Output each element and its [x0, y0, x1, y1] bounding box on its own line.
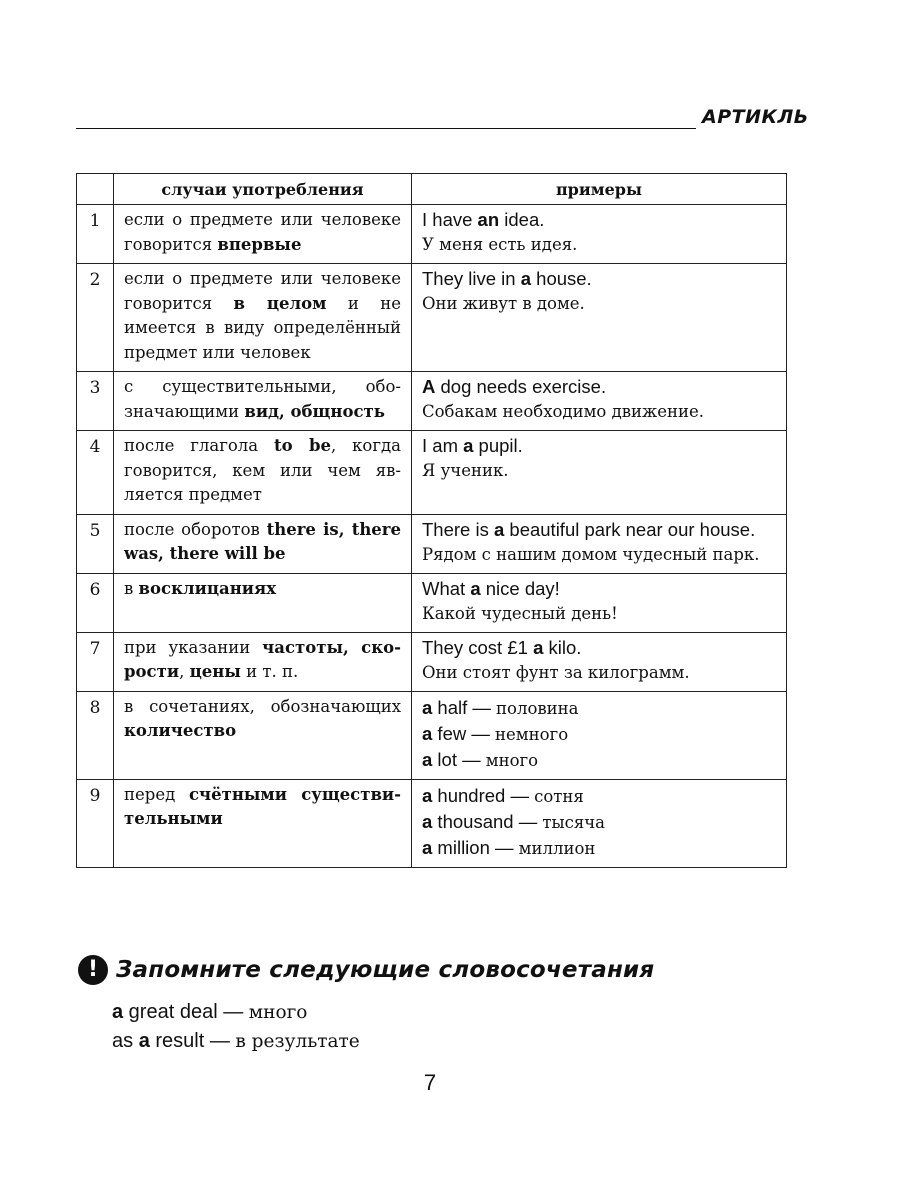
text-fragment: , когда говорится, кем или чем является предмет: [124, 436, 401, 504]
usage-case: [114, 264, 412, 372]
translation-fragment: сотня: [534, 786, 584, 806]
row-number: 5: [77, 514, 114, 573]
examples-header: примеры: [412, 174, 787, 205]
phrase-example: [422, 695, 776, 721]
text-fragment: ,: [179, 662, 190, 681]
header-rule: [76, 128, 696, 129]
remember-heading: [78, 955, 654, 985]
bold-fragment: впервые: [217, 234, 302, 254]
bold-fragment: a: [470, 577, 481, 599]
page-number: 7: [423, 1070, 437, 1095]
bold-fragment: счётными существительными: [124, 784, 401, 828]
text-fragment: hundred —: [432, 784, 535, 806]
examples-cell: [412, 205, 787, 264]
russian-translation: [422, 291, 776, 316]
translation-fragment: много: [485, 750, 539, 770]
row-number: 1: [77, 205, 114, 264]
examples-cell: [412, 779, 787, 867]
text-fragment: lot —: [432, 748, 486, 770]
translation-fragment: половина: [496, 698, 579, 718]
text-fragment: и не имеется в виду определённый предмет или человек: [124, 293, 402, 362]
text-fragment: I am: [422, 435, 464, 456]
num-header: [77, 174, 114, 205]
bold-fragment: a: [463, 435, 474, 456]
row-number: 8: [77, 691, 114, 779]
bold-fragment: a: [422, 748, 433, 770]
bold-fragment: цены: [189, 662, 241, 681]
row-number: 2: [77, 264, 114, 372]
usage-case: [114, 205, 412, 264]
text-fragment: beautiful park near our house.: [504, 518, 756, 540]
text-fragment: I have: [422, 209, 478, 230]
table-header-row: [77, 174, 787, 205]
phrase-example: [422, 747, 776, 773]
text-fragment: если о предмете или человеке говорится: [124, 269, 401, 313]
translation-fragment: в результате: [235, 1031, 360, 1052]
usage-case: [114, 514, 412, 573]
examples-cell: [412, 372, 787, 431]
text-fragment: перед: [124, 784, 189, 804]
text-fragment: Я ученик.: [422, 461, 509, 480]
phrase-example: [422, 783, 776, 809]
cases-header: случаи употребления: [114, 174, 412, 205]
article-usage-table: [76, 173, 787, 868]
translation-fragment: много: [248, 1002, 308, 1023]
english-example: [422, 375, 776, 399]
text-fragment: после оборотов: [124, 519, 267, 539]
text-fragment: million —: [432, 836, 519, 858]
phrase-item: [112, 1027, 360, 1056]
bold-fragment: восклицаниях: [138, 578, 277, 598]
english-example: [422, 434, 776, 458]
text-fragment: dog needs exercise.: [435, 376, 607, 397]
phrase-list: [112, 998, 360, 1056]
russian-translation: [422, 542, 776, 567]
table-row: [77, 632, 787, 691]
text-fragment: They cost £1: [422, 636, 534, 658]
table-body: [77, 205, 787, 868]
russian-translation: [422, 458, 776, 483]
english-example: [422, 577, 776, 601]
text-fragment: Рядом с нашим домом чудесный парк.: [422, 544, 760, 564]
text-fragment: What: [422, 577, 471, 599]
english-example: [422, 518, 776, 542]
text-fragment: Они стоят фунт за килограмм.: [422, 662, 690, 682]
text-fragment: при указании: [124, 637, 263, 657]
remember-title: Запомните следующие словосочетания: [116, 957, 655, 983]
bold-fragment: A: [422, 376, 436, 397]
row-number: 3: [77, 372, 114, 431]
section-title: АРТИКЛЬ: [702, 106, 809, 128]
table-row: [77, 264, 787, 372]
text-fragment: great deal —: [123, 1001, 249, 1023]
bold-fragment: a: [138, 1030, 150, 1052]
text-fragment: в: [124, 578, 139, 598]
row-number: 4: [77, 431, 114, 515]
text-fragment: У меня есть идея.: [422, 235, 578, 254]
text-fragment: result —: [149, 1030, 236, 1052]
english-example: [422, 636, 776, 660]
translation-fragment: миллион: [518, 838, 596, 858]
text-fragment: если о предмете или человеке говорится: [124, 210, 401, 254]
usage-case: [114, 573, 412, 632]
text-fragment: house.: [531, 268, 592, 289]
bold-fragment: частоты, скорости: [124, 637, 402, 681]
translation-fragment: тысяча: [542, 812, 606, 832]
text-fragment: Какой чудесный день!: [422, 603, 618, 623]
english-example: [422, 267, 776, 291]
text-fragment: There is: [422, 518, 494, 540]
text-fragment: as: [112, 1030, 139, 1052]
text-fragment: с существительными, обозначающими: [124, 377, 401, 421]
examples-cell: [412, 264, 787, 372]
text-fragment: в сочетаниях, обозначающих: [124, 696, 401, 716]
text-fragment: Они живут в доме.: [422, 294, 585, 313]
bold-fragment: a: [422, 810, 433, 832]
text-fragment: после глагола: [124, 436, 274, 455]
examples-cell: [412, 431, 787, 515]
text-fragment: few —: [432, 722, 496, 744]
bold-fragment: в целом: [233, 293, 327, 313]
bold-fragment: a: [422, 784, 433, 806]
examples-cell: [412, 573, 787, 632]
bold-fragment: a: [533, 636, 544, 658]
bold-fragment: вид, общность: [244, 401, 385, 421]
row-number: 7: [77, 632, 114, 691]
english-example: [422, 208, 776, 232]
usage-case: [114, 779, 412, 867]
text-fragment: Собакам необходимо движение.: [422, 402, 704, 421]
bold-fragment: an: [477, 209, 500, 230]
russian-translation: [422, 601, 776, 626]
examples-cell: [412, 514, 787, 573]
text-fragment: kilo.: [543, 636, 582, 658]
phrase-example: [422, 835, 776, 861]
table-row: [77, 514, 787, 573]
table-row: [77, 205, 787, 264]
row-number: 9: [77, 779, 114, 867]
table-row: [77, 779, 787, 867]
text-fragment: half —: [432, 696, 497, 718]
russian-translation: [422, 232, 776, 257]
usage-case: [114, 431, 412, 515]
bold-fragment: to be: [273, 436, 331, 455]
phrase-item: [112, 998, 360, 1027]
table-row: [77, 372, 787, 431]
text-fragment: idea.: [499, 209, 545, 230]
bold-fragment: a: [112, 1001, 124, 1023]
bold-fragment: a: [422, 722, 433, 744]
text-fragment: pupil.: [473, 435, 523, 456]
bold-fragment: there is, there was, there will be: [124, 519, 401, 563]
usage-case: [114, 632, 412, 691]
bold-fragment: количество: [124, 721, 237, 740]
usage-case: [114, 372, 412, 431]
text-fragment: nice day!: [480, 577, 560, 599]
russian-translation: [422, 399, 776, 424]
usage-case: [114, 691, 412, 779]
russian-translation: [422, 660, 776, 685]
table-row: [77, 431, 787, 515]
text-fragment: They live in: [422, 268, 521, 289]
table-row: [77, 691, 787, 779]
bold-fragment: a: [422, 836, 433, 858]
table-row: [77, 573, 787, 632]
text-fragment: thousand —: [432, 810, 543, 832]
phrase-example: [422, 721, 776, 747]
examples-cell: [412, 632, 787, 691]
bold-fragment: a: [422, 696, 433, 718]
bold-fragment: a: [520, 268, 532, 289]
text-fragment: и т. п.: [240, 662, 299, 681]
row-number: 6: [77, 573, 114, 632]
translation-fragment: немного: [495, 724, 569, 744]
bold-fragment: a: [493, 518, 505, 540]
examples-cell: [412, 691, 787, 779]
exclamation-icon: !: [78, 955, 108, 985]
phrase-example: [422, 809, 776, 835]
